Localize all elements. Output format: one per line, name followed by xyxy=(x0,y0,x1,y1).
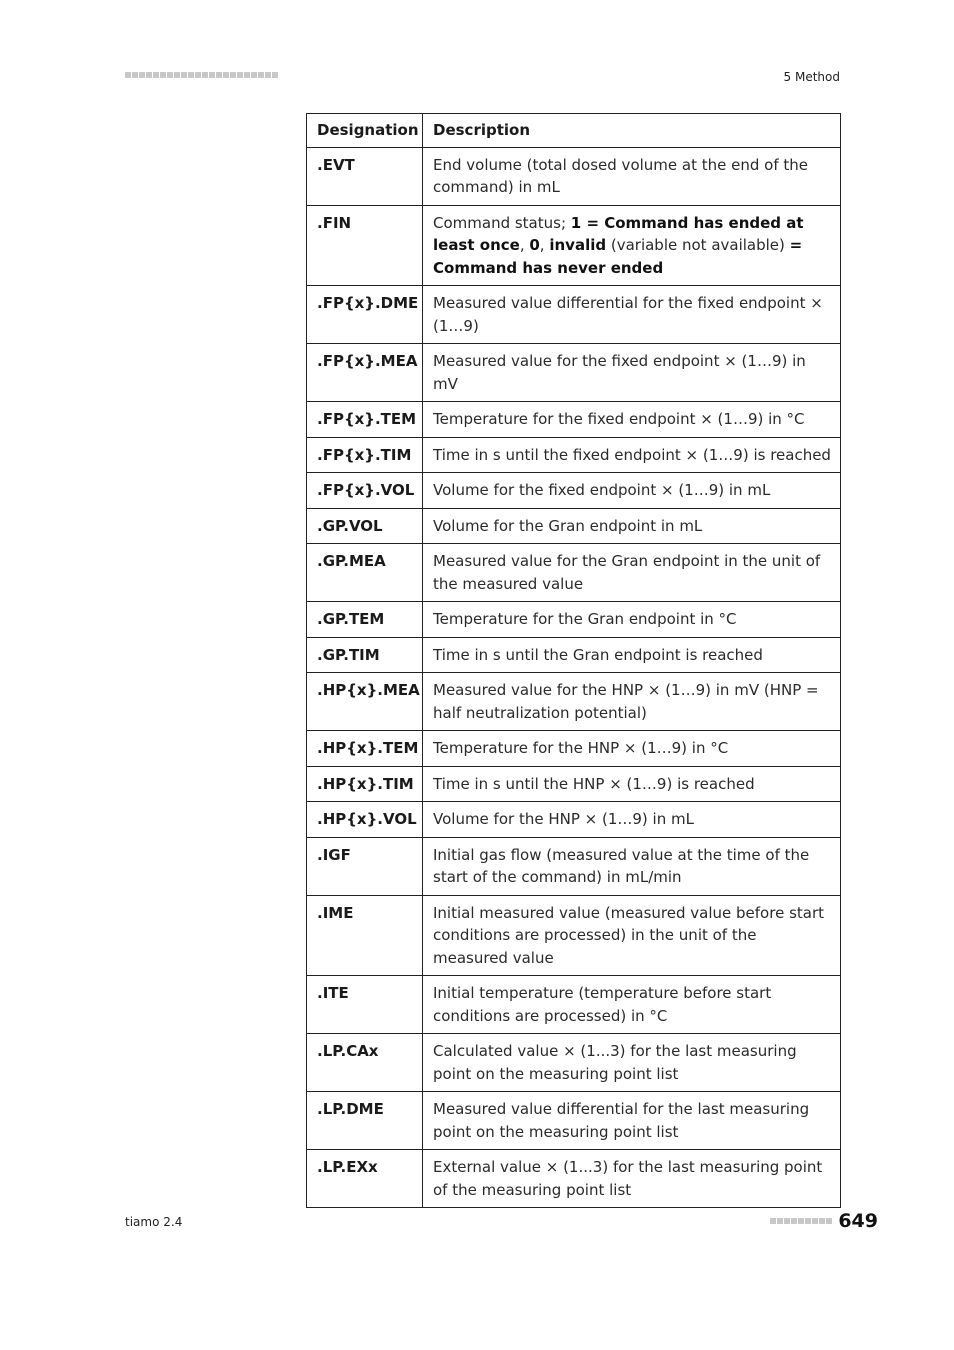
description-cell xyxy=(423,637,841,673)
table-row xyxy=(307,1034,841,1092)
table-row xyxy=(307,1150,841,1208)
description-text: Volume for the Gran endpoint in mL xyxy=(433,516,703,535)
description-bold-text: 0 xyxy=(529,236,540,254)
table-row xyxy=(307,1092,841,1150)
table-row xyxy=(307,286,841,344)
chapter-title: 5 Method xyxy=(783,70,840,84)
description-text: Time in s until the fixed endpoint × (1…9) is reached xyxy=(433,445,831,464)
description-text: Measured value for the fixed endpoint × (1…9) in mV xyxy=(433,352,806,393)
description-text: , xyxy=(539,236,550,254)
designation-cell: .LP.CAx xyxy=(307,1034,423,1092)
table-row xyxy=(307,402,841,438)
description-text: (variable not available) xyxy=(606,236,790,254)
designation-cell: .EVT xyxy=(307,147,423,205)
page-number: 649 xyxy=(838,1210,878,1232)
designation-cell: .FP{x}.TIM xyxy=(307,437,423,473)
designation-cell: .HP{x}.MEA xyxy=(307,673,423,731)
page-footer xyxy=(770,1210,878,1232)
description-cell xyxy=(423,673,841,731)
description-bold-text: = Command has never ended xyxy=(433,236,803,277)
table-row xyxy=(307,602,841,638)
description-text: Measured value for the HNP × (1…9) in mV (HNP = half neutralization potential) xyxy=(433,681,819,722)
table-row xyxy=(307,802,841,838)
designation-cell: .LP.EXx xyxy=(307,1150,423,1208)
table-row xyxy=(307,344,841,402)
variables-table xyxy=(306,113,841,1208)
description-text: Volume for the fixed endpoint × (1…9) in mL xyxy=(433,481,771,499)
designation-cell: .FP{x}.DME xyxy=(307,286,423,344)
designation-cell: .HP{x}.VOL xyxy=(307,802,423,838)
table-row xyxy=(307,473,841,509)
description-text: Calculated value × (1...3) for the last measuring point on the measuring point list xyxy=(433,1042,797,1083)
description-bold-text: 1 = Command has ended at least once xyxy=(433,213,804,254)
table-row xyxy=(307,544,841,602)
table-row xyxy=(307,147,841,205)
description-text: Temperature for the Gran endpoint in °C xyxy=(433,610,737,628)
designation-cell: .IGF xyxy=(307,837,423,895)
designation-cell: .FP{x}.TEM xyxy=(307,402,423,438)
description-cell xyxy=(423,976,841,1034)
description-text: Volume for the HNP × (1…9) in mL xyxy=(433,810,694,828)
description-cell xyxy=(423,1092,841,1150)
table-row xyxy=(307,437,841,473)
product-name: tiamo 2.4 xyxy=(125,1215,183,1229)
footer-decoration xyxy=(770,1218,832,1224)
description-bold-text: invalid xyxy=(549,236,607,254)
description-cell xyxy=(423,508,841,544)
designation-cell: .GP.TIM xyxy=(307,637,423,673)
description-cell xyxy=(423,731,841,767)
description-text: Command status; xyxy=(433,213,571,232)
description-cell xyxy=(423,602,841,638)
table-header-row xyxy=(307,114,841,148)
description-text: Initial gas flow (measured value at the time of the start of the command) in mL/min xyxy=(433,845,810,886)
column-header-designation: Designation xyxy=(307,114,423,148)
description-text: Measured value for the Gran endpoint in the unit of the measured value xyxy=(433,552,821,593)
description-text: Measured value differential for the last measuring point on the measuring point list xyxy=(433,1100,810,1141)
designation-cell: .ITE xyxy=(307,976,423,1034)
table-row xyxy=(307,837,841,895)
header-decoration xyxy=(125,72,278,78)
description-text: End volume (total dosed volume at the end of the command) in mL xyxy=(433,155,808,196)
description-text: Measured value differential for the fixed endpoint × (1…9) xyxy=(433,294,823,335)
description-cell xyxy=(423,766,841,802)
description-cell xyxy=(423,895,841,976)
description-cell xyxy=(423,402,841,438)
description-cell xyxy=(423,147,841,205)
table-body xyxy=(307,147,841,1208)
designation-cell: .FIN xyxy=(307,205,423,286)
description-cell xyxy=(423,286,841,344)
table-row xyxy=(307,508,841,544)
description-text: Time in s until the HNP × (1…9) is reached xyxy=(433,774,755,793)
designation-cell: .FP{x}.MEA xyxy=(307,344,423,402)
description-cell xyxy=(423,205,841,286)
designation-cell: .HP{x}.TIM xyxy=(307,766,423,802)
description-text: Time in s until the Gran endpoint is reached xyxy=(433,645,763,664)
description-text: , xyxy=(519,236,530,254)
table-row xyxy=(307,766,841,802)
description-text: Initial temperature (temperature before start conditions are processed) in °C xyxy=(433,984,772,1025)
description-text: Initial measured value (measured value before start conditions are processed) in the unit of the measured value xyxy=(433,903,825,967)
table-row xyxy=(307,895,841,976)
description-cell xyxy=(423,1150,841,1208)
table-row xyxy=(307,637,841,673)
table-row xyxy=(307,731,841,767)
description-cell xyxy=(423,544,841,602)
designation-cell: .GP.MEA xyxy=(307,544,423,602)
table-row xyxy=(307,673,841,731)
column-header-description: Description xyxy=(423,114,841,148)
designation-cell: .HP{x}.TEM xyxy=(307,731,423,767)
description-cell xyxy=(423,837,841,895)
designation-cell: .GP.TEM xyxy=(307,602,423,638)
description-cell xyxy=(423,473,841,509)
designation-cell: .FP{x}.VOL xyxy=(307,473,423,509)
table-row xyxy=(307,976,841,1034)
designation-cell: .LP.DME xyxy=(307,1092,423,1150)
description-text: External value × (1...3) for the last measuring point of the measuring point list xyxy=(433,1158,823,1199)
description-text: Temperature for the fixed endpoint × (1…9) in °C xyxy=(433,410,805,428)
designation-cell: .IME xyxy=(307,895,423,976)
table-row xyxy=(307,205,841,286)
description-cell xyxy=(423,344,841,402)
designation-cell: .GP.VOL xyxy=(307,508,423,544)
description-text: Temperature for the HNP × (1…9) in °C xyxy=(433,739,729,757)
description-cell xyxy=(423,802,841,838)
description-cell xyxy=(423,1034,841,1092)
description-cell xyxy=(423,437,841,473)
